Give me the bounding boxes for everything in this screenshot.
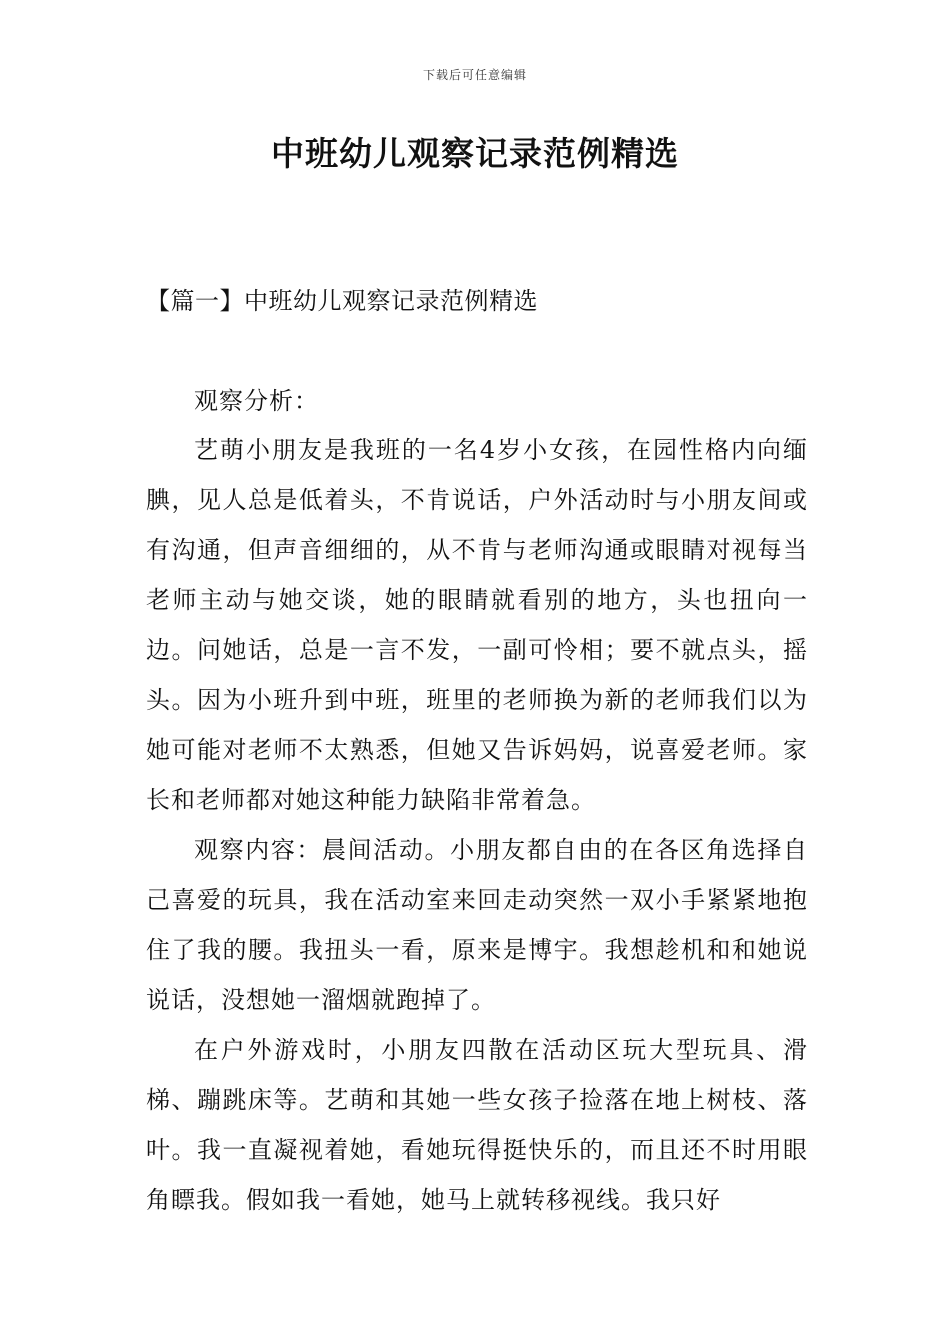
- paragraph-3: 在户外游戏时，小朋友四散在活动区玩大型玩具、滑梯、蹦跳床等。艺萌和其她一些女孩子捡落在地上树枝、落叶。我一直凝视着她，看她玩得挺快乐的，而且还不时用眼角瞟我。假如我一看她，她马上就转移视线。我只好: [146, 1036, 808, 1214]
- analysis-label: 观察分析：: [194, 387, 319, 415]
- header-note: 下载后可任意编辑: [422, 68, 527, 82]
- paragraph-1: 艺萌小朋友是我班的一名4岁小女孩，在园性格内向缅腆，见人总是低着头，不肯说话，户外活动时与小朋友间或有沟通，但声音细细的，从不肯与老师沟通或眼睛对视每当老师主动与她交谈，她的眼睛就看别的地方，头也扭向一边。问她话，总是一言不发，一副可怜相；要不就点头，摇头。因为小班升到中班，班里的老师换为新的老师我们以为她可能对老师不太熟悉，但她又告诉妈妈，说喜爱老师。家长和老师都对她这种能力缺陷非常着急。: [146, 436, 808, 814]
- paragraph-2: 观察内容：晨间活动。小朋友都自由的在各区角选择自己喜爱的玩具，我在活动室来回走动突然一双小手紧紧地抱住了我的腰。我扭头一看，原来是博宇。我想趁机和和她说说话，没想她一溜烟就跑掉了。: [146, 836, 808, 1014]
- document-title: 中班幼儿观察记录范例精选: [271, 134, 679, 173]
- section-heading: 【篇一】中班幼儿观察记录范例精选: [146, 287, 538, 315]
- body-paragraphs: [146, 425, 808, 1225]
- analysis-label-block: [146, 376, 808, 426]
